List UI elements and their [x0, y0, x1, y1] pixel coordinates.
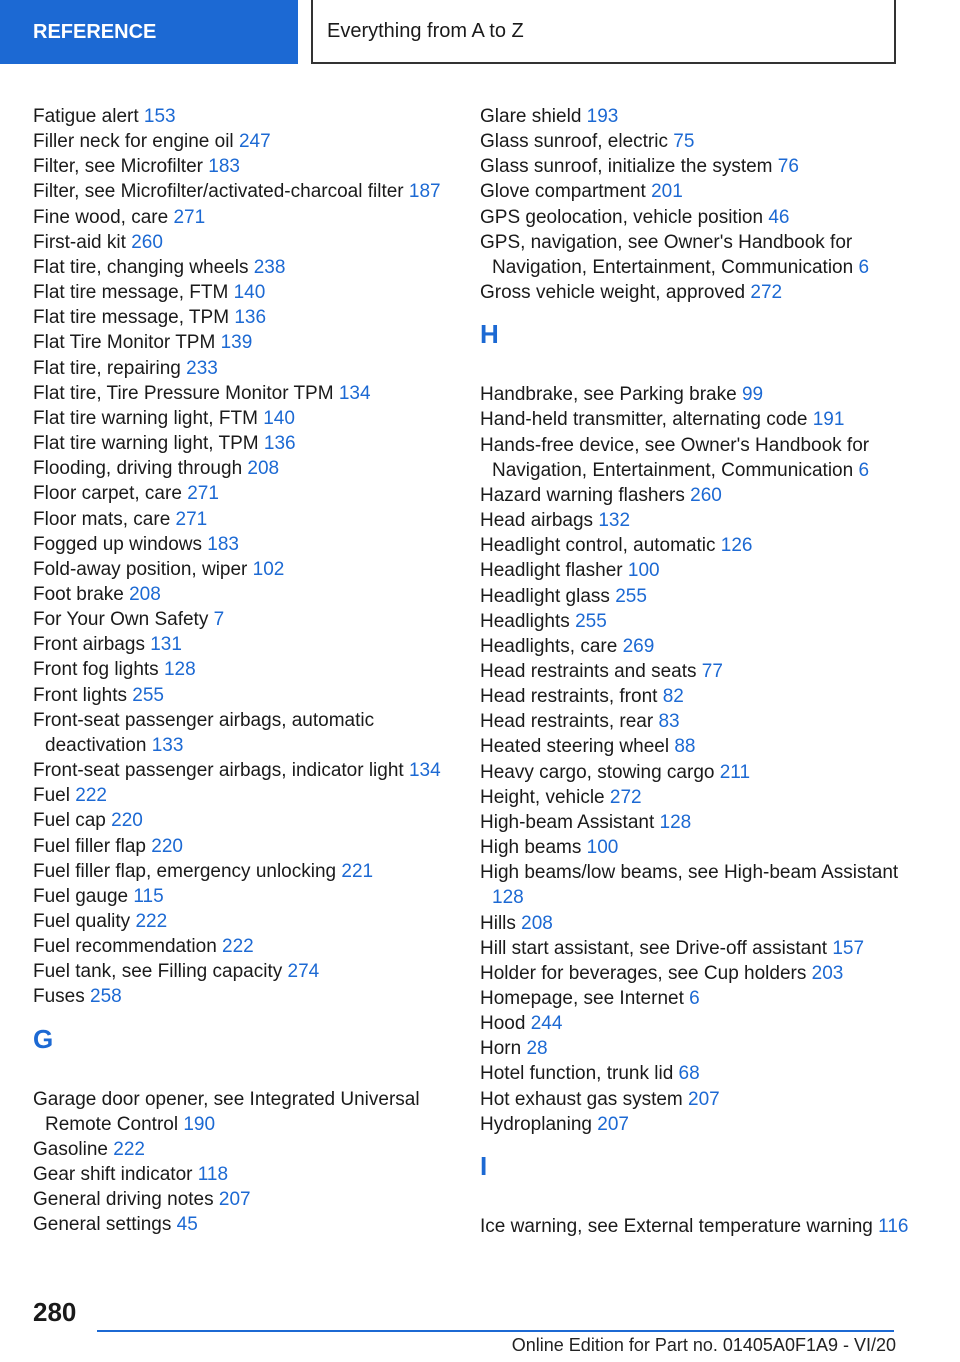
index-page-link[interactable]: 260 [131, 231, 163, 253]
index-entry-term: Headlights, care [480, 635, 618, 657]
index-entry [480, 104, 910, 129]
index-page-link[interactable]: 88 [674, 736, 696, 758]
index-entry-term: Hot exhaust gas system [480, 1088, 683, 1110]
index-entry-term: Head restraints, rear [480, 711, 654, 733]
index-page-link[interactable]: 115 [133, 885, 164, 907]
index-page-link[interactable]: 133 [151, 734, 184, 756]
index-entry [480, 911, 910, 936]
index-page-link[interactable]: 100 [627, 560, 660, 582]
index-page-link[interactable]: 244 [530, 1013, 563, 1035]
index-page-link[interactable]: 136 [263, 433, 296, 455]
index-page-link[interactable]: 272 [750, 282, 783, 304]
index-page-link[interactable]: 45 [176, 1214, 198, 1236]
index-page-link[interactable]: 208 [247, 458, 280, 480]
index-entry-term: Head airbags [480, 510, 594, 532]
index-entry-term: Horn [480, 1038, 522, 1060]
index-entry [33, 179, 463, 204]
index-entry-term: General driving notes [33, 1189, 214, 1211]
index-entry-term: Headlight glass [480, 585, 610, 607]
index-page-link[interactable]: 191 [812, 409, 845, 431]
index-entry-term: Fatigue alert [33, 106, 139, 127]
index-page-link[interactable]: 222 [135, 911, 168, 932]
index-entry [480, 584, 910, 609]
index-entry [33, 255, 463, 280]
index-entry [33, 632, 463, 657]
index-entry [480, 533, 910, 558]
footer-edition: Online Edition for Part no. 01405A0F1A9 - VI/20 [511, 1335, 896, 1355]
index-column-left [33, 104, 463, 1238]
index-entry [33, 859, 463, 884]
index-entry [480, 634, 910, 659]
index-entry [33, 1212, 463, 1237]
footer-divider [97, 1330, 894, 1332]
index-entry-term: Headlight flasher [480, 560, 623, 582]
index-page-link[interactable]: 153 [143, 106, 176, 127]
index-entry-term: Gasoline [33, 1138, 108, 1160]
index-entry [33, 834, 463, 859]
index-entry-term: Fuel gauge [33, 885, 129, 907]
index-entry-term: Floor carpet, care [33, 483, 182, 505]
index-entry [480, 230, 910, 280]
index-entry [480, 407, 910, 432]
index-entry [480, 835, 910, 860]
index-entry [480, 785, 910, 810]
index-page-link[interactable]: 255 [615, 585, 647, 607]
index-entry-term: Hotel function, trunk lid [480, 1063, 674, 1085]
index-page-link[interactable]: 208 [129, 583, 161, 605]
index-entry-term: Hazard warning flashers [480, 484, 685, 506]
index-entry [480, 382, 910, 407]
index-page-link[interactable]: 77 [701, 660, 723, 682]
index-entry-term: Fogged up windows [33, 533, 202, 555]
index-entry-term: Hands-free device, see Owner's Handbook for Navigation, Entertainment, Communication [480, 434, 870, 481]
index-entry-term: Heated steering wheel [480, 736, 670, 758]
index-page-link[interactable]: 208 [521, 912, 553, 934]
index-page-link[interactable]: 207 [597, 1113, 629, 1135]
index-entry [33, 909, 463, 934]
index-entry-term: Front fog lights [33, 659, 159, 681]
index-entry [33, 683, 463, 708]
index-page-link[interactable]: 222 [75, 785, 107, 807]
index-entry-term: Fuel recommendation [33, 936, 217, 958]
index-page-link[interactable]: 207 [688, 1088, 720, 1110]
index-entry [480, 154, 910, 179]
index-page-link[interactable]: 258 [90, 986, 122, 1008]
index-entry [33, 305, 463, 330]
index-entry-term: Flat tire, changing wheels [33, 256, 249, 278]
index-page-link[interactable]: 220 [111, 810, 143, 832]
index-entry-term: Glare shield [480, 106, 582, 127]
index-page-link[interactable]: 222 [222, 936, 254, 958]
index-page-link[interactable]: 7 [213, 609, 225, 631]
index-entry-term: Hand-held transmitter, alternating code [480, 409, 808, 431]
section-tab [0, 0, 298, 64]
index-entry-term: First-aid kit [33, 231, 126, 253]
index-entry [33, 959, 463, 984]
index-entry-term: Flat tire warning light, TPM [33, 433, 259, 455]
index-entry-term: Fuel filler flap, emergency unlocking [33, 860, 337, 882]
index-entry [480, 961, 910, 986]
index-page-link[interactable]: 128 [492, 887, 524, 909]
header-title-box [311, 0, 896, 64]
index-page-link[interactable]: 238 [253, 256, 286, 278]
index-entry-term: Filter, see Microfilter [33, 156, 203, 178]
index-entry-term: Handbrake, see Parking brake [480, 384, 737, 406]
index-page-link[interactable]: 131 [150, 634, 182, 656]
index-entry [33, 758, 463, 783]
index-entry-term: Glass sunroof, electric [480, 131, 668, 153]
index-page-link[interactable]: 222 [113, 1138, 145, 1160]
index-entry [480, 508, 910, 533]
index-entry-term: Front-seat passenger airbags, indicator light [33, 760, 404, 782]
index-entry [33, 657, 463, 682]
page-title: Everything from A to Z [327, 19, 524, 42]
index-entry-term: Hydroplaning [480, 1113, 592, 1135]
index-page-link[interactable]: 126 [720, 535, 753, 557]
index-page-link[interactable]: 28 [526, 1038, 548, 1060]
index-entry [480, 1087, 910, 1112]
index-entry [480, 609, 910, 634]
index-letter-heading: H [480, 319, 499, 350]
index-page-link[interactable]: 247 [238, 131, 271, 153]
index-page-link[interactable]: 271 [175, 508, 208, 530]
index-entry [33, 1137, 463, 1162]
index-entry [33, 1087, 463, 1137]
index-page-link[interactable]: 271 [187, 483, 219, 505]
index-page-link[interactable]: 274 [287, 961, 320, 983]
index-entry [480, 205, 910, 230]
index-entry [33, 205, 463, 230]
index-entry-term: Fuel filler flap [33, 835, 146, 857]
index-entry [33, 507, 463, 532]
index-page-link[interactable]: 6 [689, 988, 700, 1009]
index-entry [33, 1162, 463, 1187]
index-page-link[interactable]: 183 [207, 533, 239, 555]
index-page-link[interactable]: 255 [575, 610, 607, 632]
index-entry-term: Flat tire, repairing [33, 357, 181, 379]
index-page-link[interactable]: 211 [719, 761, 751, 783]
index-entry-term: Hill start assistant, see Drive-off assistant [480, 937, 828, 959]
index-page-link[interactable]: 201 [651, 181, 683, 203]
index-entry [33, 356, 463, 381]
index-letter-heading: G [33, 1023, 54, 1054]
index-page-link[interactable]: 193 [586, 106, 619, 127]
index-entry-term: GPS geolocation, vehicle position [480, 206, 764, 228]
index-page-link[interactable]: 128 [659, 811, 692, 833]
index-entry [33, 129, 463, 154]
index-entry [480, 684, 910, 709]
index-entry [480, 179, 910, 204]
index-page-link[interactable]: 255 [132, 684, 164, 706]
index-entry-term: Flat tire message, TPM [33, 307, 230, 329]
index-entry-term: Flat tire, Tire Pressure Monitor TPM [33, 382, 334, 404]
index-page-link[interactable]: 6 [858, 459, 870, 481]
index-entry [480, 433, 910, 483]
index-entry-term: Glass sunroof, initialize the system [480, 156, 773, 178]
index-entry-term: Ice warning, see External temperature warning [480, 1215, 873, 1237]
index-entry-term: Homepage, see Internet [480, 988, 684, 1009]
index-entry [33, 808, 463, 833]
index-entry [33, 230, 463, 255]
index-entry [33, 783, 463, 808]
index-entry [480, 709, 910, 734]
index-entry-term: Headlight control, automatic [480, 535, 716, 557]
index-page-link[interactable]: 190 [183, 1113, 216, 1135]
index-entry-term: Fuel cap [33, 810, 106, 832]
index-entry-term: Fold-away position, wiper [33, 558, 248, 580]
index-entry [33, 431, 463, 456]
index-entry-term: Heavy cargo, stowing cargo [480, 761, 715, 783]
index-page-link[interactable]: 271 [173, 206, 206, 228]
index-entry-term: Holder for beverages, see Cup holders [480, 962, 807, 984]
index-entry [480, 659, 910, 684]
index-entry-term: Gross vehicle weight, approved [480, 282, 746, 304]
index-entry [480, 1112, 910, 1137]
index-entry-term: Foot brake [33, 583, 124, 605]
index-page-link[interactable]: 139 [220, 332, 253, 354]
index-entry [33, 582, 463, 607]
index-page-link[interactable]: 203 [811, 962, 844, 984]
index-entry [33, 481, 463, 506]
index-entry-term: Glove compartment [480, 181, 646, 203]
index-entry-term: Fine wood, care [33, 206, 169, 228]
index-page-link[interactable]: 100 [586, 837, 619, 859]
index-entry [33, 708, 463, 758]
index-entry [33, 154, 463, 179]
index-page-link[interactable]: 82 [662, 686, 684, 708]
index-page-link[interactable]: 221 [341, 860, 374, 882]
index-page-link[interactable]: 75 [673, 131, 695, 153]
index-entry [480, 1061, 910, 1086]
index-page-link[interactable]: 83 [658, 711, 680, 733]
index-page-link[interactable]: 233 [186, 357, 218, 379]
index-entry-term: High-beam Assistant [480, 811, 655, 833]
index-entry [33, 1187, 463, 1212]
index-entry [33, 884, 463, 909]
index-page-link[interactable]: 6 [858, 256, 870, 278]
index-entry-term: Filter, see Microfilter/activated-charcoal filter [33, 181, 404, 203]
index-entry [480, 986, 910, 1011]
index-column-right [480, 104, 910, 1239]
index-entry-term: Flat Tire Monitor TPM [33, 332, 216, 354]
page-number: 280 [33, 1297, 77, 1327]
index-entry [480, 483, 910, 508]
index-page-link[interactable]: 220 [151, 835, 183, 857]
index-page-link[interactable]: 187 [408, 181, 441, 203]
index-page-link[interactable]: 99 [741, 384, 764, 406]
index-page-link[interactable]: 260 [690, 484, 722, 506]
index-page-link[interactable]: 116 [878, 1215, 909, 1237]
index-entry [33, 456, 463, 481]
index-entry [480, 1011, 910, 1036]
index-entry [480, 558, 910, 583]
index-entry-term: Height, vehicle [480, 786, 605, 808]
index-letter-heading: I [480, 1150, 488, 1181]
index-entry-term: Fuel quality [33, 911, 131, 932]
index-page-link[interactable]: 68 [678, 1063, 700, 1085]
index-entry-term: Flat tire message, FTM [33, 282, 229, 304]
index-page-link[interactable]: 269 [622, 635, 655, 657]
index-page-link[interactable]: 132 [598, 510, 631, 532]
index-entry-term: Hills [480, 912, 516, 934]
index-entry-term: Front-seat passenger airbags, automatic deactivation [33, 709, 375, 756]
index-entry [33, 934, 463, 959]
index-entry-term: GPS, navigation, see Owner's Handbook for Navigation, Entertainment, Communication [480, 231, 854, 278]
index-entry [33, 381, 463, 406]
index-entry [33, 984, 463, 1009]
index-entry-term: Front airbags [33, 634, 145, 656]
index-entry-term: Fuses [33, 986, 85, 1008]
index-entry [33, 280, 463, 305]
index-page-link[interactable]: 128 [163, 659, 196, 681]
index-entry-term: Flat tire warning light, FTM [33, 407, 258, 429]
index-entry-term: Head restraints, front [480, 686, 658, 708]
index-entry-term: High beams/low beams, see High-beam Assistant [480, 862, 899, 884]
index-page-link[interactable]: 136 [234, 307, 267, 329]
index-entry [480, 1036, 910, 1061]
index-entry-term: High beams [480, 837, 582, 859]
index-entry-term: Floor mats, care [33, 508, 171, 530]
index-page-link[interactable]: 272 [609, 786, 642, 808]
index-entry [33, 532, 463, 557]
index-entry [480, 936, 910, 961]
index-page-link[interactable]: 134 [408, 760, 441, 782]
index-entry [480, 734, 910, 759]
index-entry [33, 330, 463, 355]
index-entry [480, 860, 910, 910]
index-entry-term: Flooding, driving through [33, 458, 243, 480]
index-entry-term: Fuel tank, see Filling capacity [33, 961, 283, 983]
index-entry [33, 104, 463, 129]
index-page-link[interactable]: 102 [252, 558, 285, 580]
index-page-link[interactable]: 46 [768, 206, 790, 228]
index-entry [33, 557, 463, 582]
index-page-link[interactable]: 183 [208, 156, 240, 178]
index-entry [480, 760, 910, 785]
index-page-link[interactable]: 76 [777, 156, 799, 178]
index-entry-term: Filler neck for engine oil [33, 131, 234, 153]
index-entry [33, 406, 463, 431]
index-entry-term: Head restraints and seats [480, 660, 697, 682]
section-label: REFERENCE [33, 20, 157, 43]
index-entry [33, 607, 463, 632]
index-entry [480, 280, 910, 305]
index-entry [480, 810, 910, 835]
index-entry-term: Fuel [33, 785, 70, 807]
index-page-link[interactable]: 134 [338, 382, 371, 404]
index-entry-term: For Your Own Safety [33, 609, 209, 631]
index-page-link[interactable]: 157 [832, 937, 865, 959]
index-page-link[interactable]: 140 [233, 282, 266, 304]
index-entry-term: Headlights [480, 610, 570, 632]
index-entry-term: Gear shift indicator [33, 1164, 193, 1186]
index-entry [480, 129, 910, 154]
index-entry-term: General settings [33, 1214, 172, 1236]
index-entry-term: Front lights [33, 684, 127, 706]
index-page-link[interactable]: 140 [263, 407, 295, 429]
index-entry [480, 1214, 910, 1239]
index-page-link[interactable]: 207 [218, 1189, 251, 1211]
index-entry-term: Hood [480, 1013, 526, 1035]
index-entry-term: Garage door opener, see Integrated Universal Remote Control [33, 1088, 420, 1135]
index-page-link[interactable]: 118 [197, 1164, 229, 1186]
